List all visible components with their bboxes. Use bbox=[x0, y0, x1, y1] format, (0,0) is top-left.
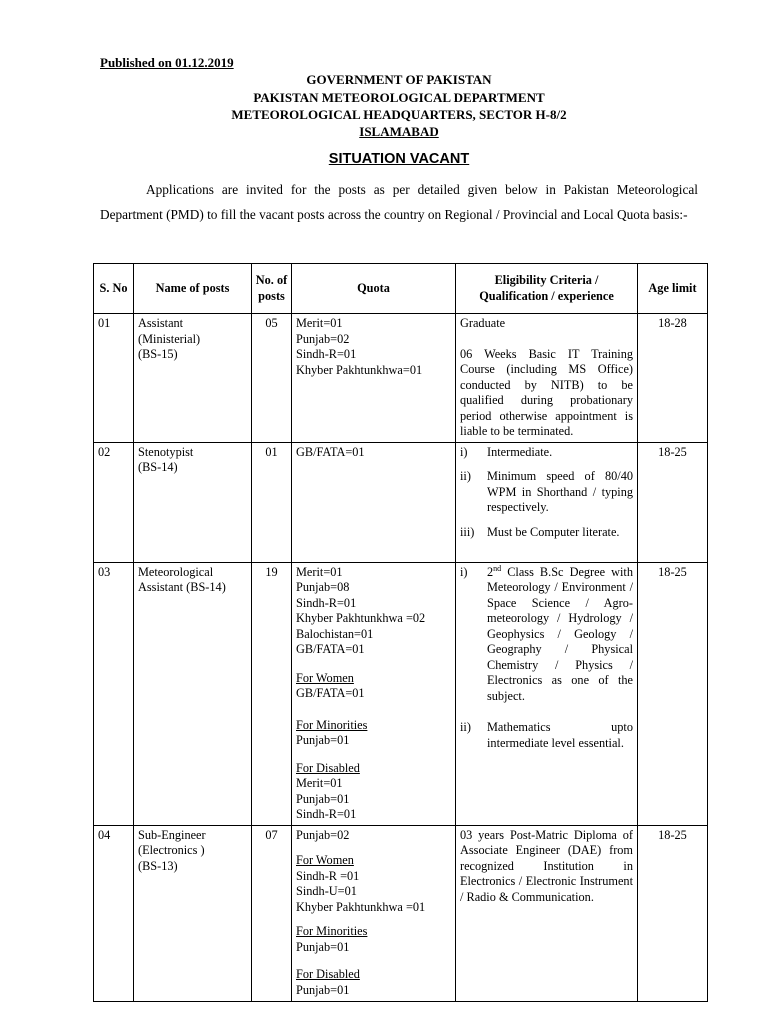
cell-age-limit: 18-25 bbox=[638, 442, 708, 562]
cell-age-limit: 18-25 bbox=[638, 562, 708, 825]
women-quota-label: For Women bbox=[296, 853, 354, 867]
table-row bbox=[94, 442, 708, 562]
post-name-line: (BS-15) bbox=[138, 347, 178, 361]
disabled-quota-label: For Disabled bbox=[296, 760, 360, 775]
col-header-sno: S. No bbox=[94, 264, 134, 314]
women-quota-label: For Women bbox=[296, 670, 354, 685]
cell-sno: 03 bbox=[94, 562, 134, 825]
cell-age-limit: 18-28 bbox=[638, 314, 708, 443]
cell-post-name bbox=[134, 825, 252, 1001]
cell-num-posts: 05 bbox=[252, 314, 292, 443]
item-text: Must be Computer literate. bbox=[487, 524, 620, 539]
post-name-line: Meteorological bbox=[138, 564, 214, 579]
cell-eligibility bbox=[456, 825, 638, 1001]
cell-sno: 01 bbox=[94, 314, 134, 443]
minorities-quota-label: For Minorities bbox=[296, 924, 368, 938]
cell-eligibility bbox=[456, 442, 638, 562]
eligibility-item bbox=[460, 565, 633, 705]
quota-line: Khyber Pakhtunkhwa =02 bbox=[296, 611, 426, 625]
quota-line: GB/FATA=01 bbox=[296, 444, 365, 459]
item-number: ii) bbox=[460, 720, 471, 734]
quota-line: Sindh-R=01 bbox=[296, 807, 357, 821]
item-number: ii) bbox=[460, 469, 471, 483]
header-department: PAKISTAN METEOROLOGICAL DEPARTMENT bbox=[253, 90, 545, 105]
item-text: 2nd Class B.Sc Degree with Meteorology / Environment / Space Science / Agro-meteorology / Hydrology / Geophysics / Geology / Geography / Physical Chemistry / Physics / Electronics as one of the subject. bbox=[487, 563, 633, 703]
quota-line: Punjab=01 bbox=[296, 982, 350, 997]
cell-eligibility bbox=[456, 562, 638, 825]
col-header-eligibility: Eligibility Criteria / Qualification / experience bbox=[456, 264, 638, 314]
intro-paragraph bbox=[100, 177, 698, 227]
quota-line: Merit=01 bbox=[296, 776, 343, 790]
cell-sno: 02 bbox=[94, 442, 134, 562]
table-row bbox=[94, 314, 708, 443]
eligibility-item bbox=[460, 525, 633, 541]
header-city: ISLAMABAD bbox=[359, 124, 439, 139]
col-header-quota: Quota bbox=[292, 264, 456, 314]
cell-quota bbox=[292, 314, 456, 443]
table-header-row bbox=[94, 264, 708, 314]
eligibility-line: Graduate bbox=[460, 316, 506, 330]
quota-line: Sindh-R=01 bbox=[296, 595, 357, 610]
page-title: SITUATION VACANT bbox=[328, 151, 470, 167]
eligibility-item bbox=[460, 445, 633, 461]
post-name-line: (Electronics ) bbox=[138, 843, 205, 857]
cell-quota bbox=[292, 825, 456, 1001]
cell-post-name bbox=[134, 442, 252, 562]
eligibility-line: 06 Weeks Basic IT Training Course (including MS Office) conducted by NITB) to be qualified during probationary period otherwise appointment is liable to be terminated. bbox=[460, 346, 633, 438]
cell-num-posts: 01 bbox=[252, 442, 292, 562]
quota-line: Merit=01 bbox=[296, 564, 343, 579]
quota-line: Khyber Pakhtunkhwa=01 bbox=[296, 362, 423, 377]
item-number: iii) bbox=[460, 524, 475, 539]
quota-line: Punjab=02 bbox=[296, 331, 350, 346]
table-row bbox=[94, 825, 708, 1001]
item-text: Intermediate. bbox=[487, 444, 553, 459]
item-text: Mathematics upto intermediate level essential. bbox=[487, 720, 633, 750]
cell-num-posts: 07 bbox=[252, 825, 292, 1001]
quota-line: Punjab=01 bbox=[296, 733, 350, 747]
header-headquarters: METEOROLOGICAL HEADQUARTERS, SECTOR H-8/2 bbox=[231, 107, 567, 122]
cell-age-limit: 18-25 bbox=[638, 825, 708, 1001]
eligibility-line: 03 years Post-Matric Diploma of Associate Engineer (DAE) from recognized Institution in Electronics / Electronic Instrument / Radio & Communication. bbox=[460, 827, 633, 904]
intro-text: Applications are invited for the posts as per detailed given below in Pakistan Meteorological Department (PMD) to fill the vacant posts across the country on Regional / Provincial and Local Quota basis:- bbox=[100, 182, 698, 222]
post-name-line: Sub-Engineer bbox=[138, 827, 206, 842]
quota-line: Punjab=02 bbox=[296, 827, 350, 842]
cell-quota bbox=[292, 442, 456, 562]
col-header-name: Name of posts bbox=[134, 264, 252, 314]
quota-line: Merit=01 bbox=[296, 316, 343, 330]
quota-line: GB/FATA=01 bbox=[296, 642, 365, 656]
quota-line: Khyber Pakhtunkhwa =01 bbox=[296, 899, 426, 914]
item-number: i) bbox=[460, 564, 468, 579]
cell-quota bbox=[292, 562, 456, 825]
post-name-line: Stenotypist bbox=[138, 444, 194, 459]
post-name-line: Assistant bbox=[138, 316, 184, 330]
eligibility-item bbox=[460, 720, 633, 751]
col-header-age: Age limit bbox=[638, 264, 708, 314]
quota-line: Sindh-R=01 bbox=[296, 347, 357, 361]
quota-line: GB/FATA=01 bbox=[296, 686, 365, 700]
minorities-quota-label: For Minorities bbox=[296, 717, 368, 732]
quota-line: Sindh-U=01 bbox=[296, 884, 357, 898]
published-date: Published on 01.12.2019 bbox=[100, 55, 234, 70]
disabled-quota-label: For Disabled bbox=[296, 967, 360, 981]
table-row bbox=[94, 562, 708, 825]
vacancy-table bbox=[93, 263, 708, 1002]
quota-line: Punjab=01 bbox=[296, 791, 350, 806]
cell-num-posts: 19 bbox=[252, 562, 292, 825]
item-number: i) bbox=[460, 444, 468, 459]
post-name-line: (BS-14) bbox=[138, 460, 178, 474]
quota-line: Punjab=01 bbox=[296, 939, 350, 954]
cell-eligibility bbox=[456, 314, 638, 443]
header-government: GOVERNMENT OF PAKISTAN bbox=[306, 72, 492, 87]
cell-post-name bbox=[134, 314, 252, 443]
item-text: Minimum speed of 80/40 WPM in Shorthand / typing respectively. bbox=[487, 469, 633, 514]
eligibility-item bbox=[460, 469, 633, 516]
col-header-num: No. of posts bbox=[252, 264, 292, 314]
post-name-line: Assistant (BS-14) bbox=[138, 580, 226, 594]
quota-line: Punjab=08 bbox=[296, 580, 350, 594]
cell-sno: 04 bbox=[94, 825, 134, 1001]
quota-line: Balochistan=01 bbox=[296, 626, 374, 641]
cell-post-name bbox=[134, 562, 252, 825]
post-name-line: (BS-13) bbox=[138, 858, 178, 873]
quota-line: Sindh-R =01 bbox=[296, 868, 360, 883]
post-name-line: (Ministerial) bbox=[138, 331, 201, 346]
